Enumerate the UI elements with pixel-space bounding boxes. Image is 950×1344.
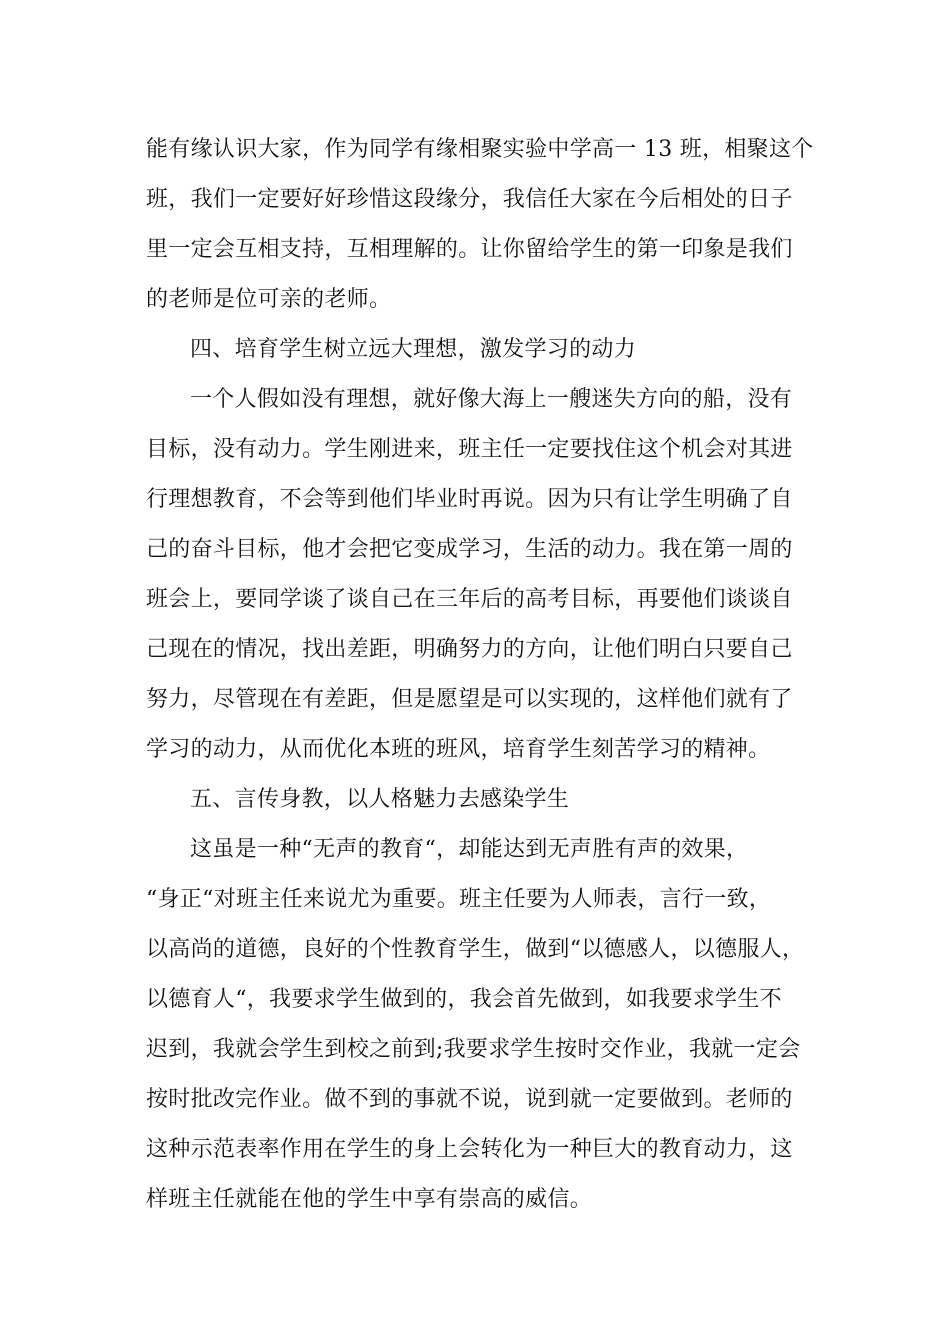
paragraph-line: 里一定会互相支持，互相理解的。让你留给学生的第一印象是我们 bbox=[146, 237, 793, 262]
paragraph-line: “身正“对班主任来说尤为重要。班主任要为人师表，言行一致， bbox=[146, 887, 772, 912]
paragraph-line: 能有缘认识大家，作为同学有缘相聚实验中学高一 13 班，相聚这个 bbox=[146, 137, 814, 162]
paragraph-line: 按时批改完作业。做不到的事就不说，说到就一定要做到。老师的 bbox=[146, 1087, 793, 1112]
paragraph-line: 以德育人“，我要求学生做到的，我会首先做到，如我要求学生不 bbox=[146, 987, 782, 1012]
paragraph-line: 的老师是位可亲的老师。 bbox=[146, 287, 392, 312]
section-heading-4: 四、培育学生树立远大理想，激发学习的动力 bbox=[190, 337, 637, 362]
paragraph-line: 这虽是一种“无声的教育“，却能达到无声胜有声的效果， bbox=[190, 837, 749, 862]
paragraph-line: 样班主任就能在他的学生中享有崇高的威信。 bbox=[146, 1187, 593, 1212]
paragraph-line: 这种示范表率作用在学生的身上会转化为一种巨大的教育动力，这 bbox=[146, 1137, 793, 1162]
paragraph-line: 班，我们一定要好好珍惜这段缘分，我信任大家在今后相处的日子 bbox=[146, 187, 793, 212]
paragraph-line: 一个人假如没有理想，就好像大海上一艘迷失方向的船，没有 bbox=[190, 387, 793, 412]
section-heading-5: 五、言传身教，以人格魅力去感染学生 bbox=[190, 787, 570, 812]
paragraph-line: 目标，没有动力。学生刚进来，班主任一定要找住这个机会对其进 bbox=[146, 437, 793, 462]
paragraph-line: 己的奋斗目标，他才会把它变成学习，生活的动力。我在第一周的 bbox=[146, 537, 793, 562]
paragraph-line: 己现在的情况，找出差距，明确努力的方向，让他们明白只要自己 bbox=[146, 637, 793, 662]
paragraph-line: 努力，尽管现在有差距，但是愿望是可以实现的，这样他们就有了 bbox=[146, 687, 793, 712]
paragraph-line: 学习的动力，从而优化本班的班风，培育学生刻苦学习的精神。 bbox=[146, 737, 771, 762]
paragraph-line: 行理想教育，不会等到他们毕业时再说。因为只有让学生明确了自 bbox=[146, 487, 793, 512]
paragraph-line: 迟到，我就会学生到校之前到;我要求学生按时交作业，我就一定会 bbox=[146, 1037, 801, 1062]
paragraph-line: 班会上，要同学谈了谈自己在三年后的高考目标，再要他们谈谈自 bbox=[146, 587, 793, 612]
paragraph-line: 以高尚的道德，良好的个性教育学生，做到“以德感人，以德服人， bbox=[146, 937, 805, 962]
